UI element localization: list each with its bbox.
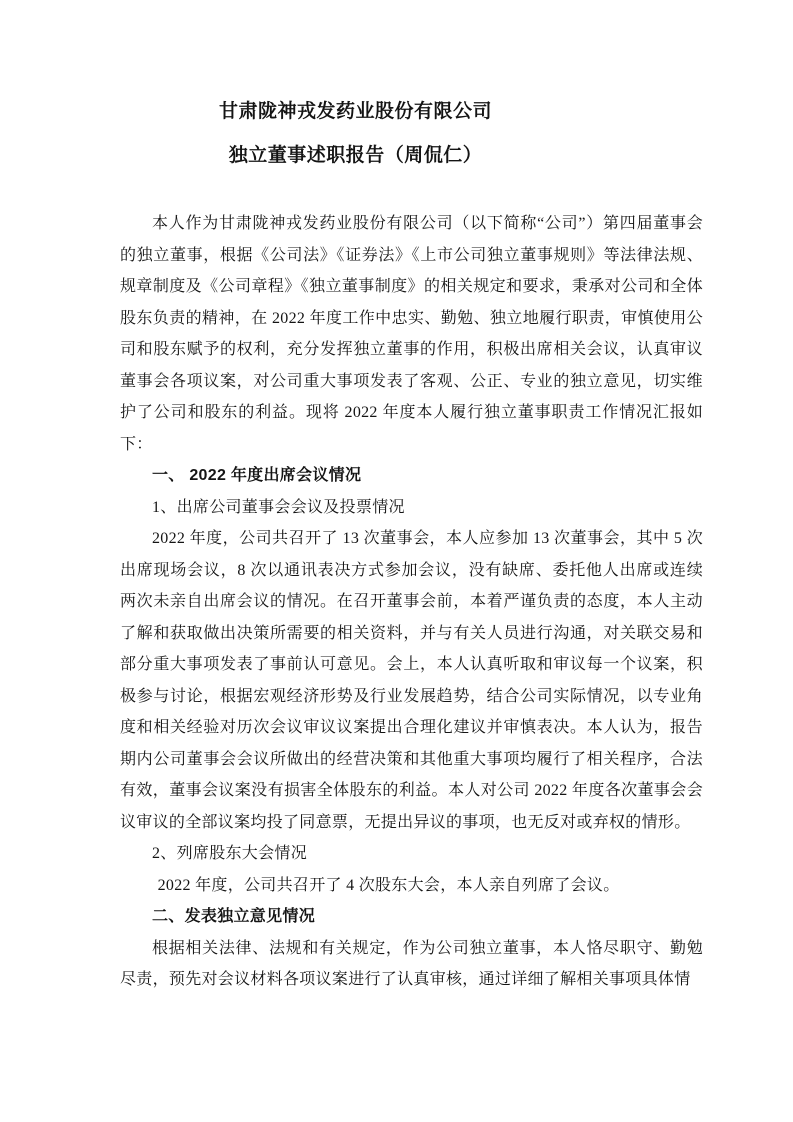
section-1-heading: 一、 2022 年度出席会议情况	[152, 467, 362, 484]
independent-opinion-paragraph: 根据相关法律、法规和有关规定，作为公司独立董事，本人恪尽职守、勤勉尽责，预先对会议材料各项议案进行了认真审核，通过详细了解相关事项具体情	[120, 939, 703, 988]
intro-paragraph: 本人作为甘肃陇神戎发药业股份有限公司（以下简称“公司”）第四届董事会的独立董事，根据《公司法》《证券法》《上市公司独立董事规则》等法律法规、规章制度及《公司章程》《独立董事制度》的相关规定和要求，秉承对公司和全体股东负责的精神，在 2022 年度工作中忠实、勤勉、独立地履行职责，审慎使用公司和股东赋予的权利，充分发挥独立董事的作用，积极出席相关会议，认真审议董事会各项议案，对公司重大事项发表了客观、公正、专业的独立意见，切实维护了公司和股东的利益。现将 2022 年度本人履行独立董事职责工作情况汇报如下：	[120, 215, 703, 453]
section-2-heading: 二、发表独立意见情况	[152, 908, 316, 925]
company-name-title-line: 甘肃陇神戎发药业股份有限公司	[218, 101, 492, 122]
document-title	[120, 90, 703, 178]
section-1-subitem-1-heading: 1、出席公司董事会会议及投票情况	[152, 498, 405, 516]
section-1-subitem-2-heading: 2、列席股东大会情况	[152, 845, 308, 862]
report-name-title-line: 独立董事述职报告（周侃仁）	[228, 145, 483, 166]
board-meetings-paragraph: 2022 年度，公司共召开了 13 次董事会，本人应参加 13 次董事会，其中 5 次出席现场会议，8 次以通讯表决方式参加会议，没有缺席、委托他人出席或连续两次未亲自出席会议的情况。在召开董事会前，本着严谨负责的态度，本人主动了解和获取做出决策所需要的相关资料，并与有关人员进行沟通，对关联交易和部分重大事项发表了事前认可意见。会上，本人认真听取和审议每一个议案，积极参与讨论，根据宏观经济形势及行业发展趋势，结合公司实际情况，以专业角度和相关经验对历次会议审议议案提出合理化建议并审慎表决。本人认为，报告期内公司董事会会议所做出的经营决策和其他重大事项均履行了相关程序，合法有效，董事会议案没有损害全体股东的利益。本人对公司 2022 年度各次董事会会议审议的全部议案均投了同意票，无提出异议的事项，也无反对或弃权的情形。	[120, 530, 703, 831]
shareholder-meetings-paragraph: 2022 年度，公司共召开了 4 次股东大会，本人亲自列席了会议。	[157, 876, 620, 894]
